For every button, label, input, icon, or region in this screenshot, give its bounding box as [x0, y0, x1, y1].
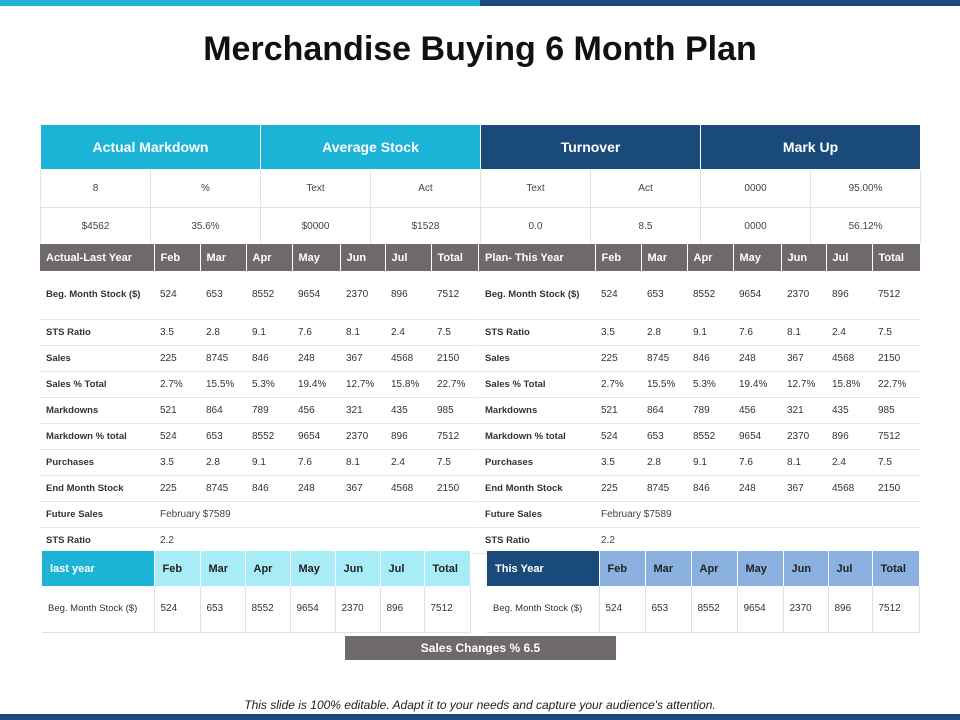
table-cell: 9654 — [292, 271, 340, 319]
table-cell: 864 — [641, 397, 687, 423]
table-cell: 896 — [828, 586, 872, 632]
table-cell: 9654 — [733, 271, 781, 319]
table-cell: 7.6 — [292, 449, 340, 475]
table-cell: 7512 — [424, 586, 470, 632]
table-row — [479, 371, 920, 397]
month-header: May — [292, 244, 340, 271]
row-label: Beg. Month Stock ($) — [40, 271, 154, 319]
table-cell: 2.8 — [200, 319, 246, 345]
table-cell: 22.7% — [872, 371, 920, 397]
top-accent-bar-cyan — [0, 0, 480, 6]
table-row — [479, 423, 920, 449]
table-header-row — [40, 244, 478, 271]
table-cell: 521 — [154, 397, 200, 423]
table-row — [479, 397, 920, 423]
row-label: Beg. Month Stock ($) — [479, 271, 595, 319]
month-header: May — [737, 551, 783, 586]
table-cell: 248 — [733, 475, 781, 501]
table-cell: 9654 — [733, 423, 781, 449]
table-cell: 7512 — [431, 423, 478, 449]
row-label: STS Ratio — [40, 527, 154, 553]
table-cell: 864 — [200, 397, 246, 423]
table-cell: 789 — [246, 397, 292, 423]
table-cell: 524 — [595, 423, 641, 449]
table-cell: 3.5 — [595, 319, 641, 345]
month-header: Apr — [245, 551, 290, 586]
table-cell: 7512 — [872, 423, 920, 449]
row-label: Sales — [479, 345, 595, 371]
table-cell: 8552 — [246, 423, 292, 449]
month-header: Apr — [687, 244, 733, 271]
month-header: Jun — [783, 551, 828, 586]
row-label: STS Ratio — [479, 527, 595, 553]
table-cell: 9654 — [290, 586, 335, 632]
table-cell: 524 — [154, 423, 200, 449]
row-label: Future Sales — [479, 501, 595, 527]
table-cell: 524 — [154, 271, 200, 319]
month-header: Mar — [645, 551, 691, 586]
summary-table — [40, 124, 921, 246]
row-label: Beg. Month Stock ($) — [487, 586, 599, 632]
month-header: Feb — [154, 551, 200, 586]
table-cell: 8745 — [200, 475, 246, 501]
summary-header-row — [41, 125, 921, 170]
month-header: Jun — [335, 551, 380, 586]
table-title-cell: Actual-Last Year — [40, 244, 154, 271]
table-cell: 7.6 — [733, 449, 781, 475]
table-row — [40, 449, 478, 475]
table-cell: 985 — [872, 397, 920, 423]
table-row — [487, 586, 919, 632]
month-header: Total — [872, 551, 919, 586]
table-cell: 7.5 — [431, 319, 478, 345]
table-cell: 2370 — [781, 271, 826, 319]
last-year-table — [42, 551, 471, 633]
table-row — [479, 345, 920, 371]
table-cell: 846 — [687, 475, 733, 501]
table-cell: 2370 — [783, 586, 828, 632]
table-cell: 9654 — [292, 423, 340, 449]
table-cell: 2370 — [781, 423, 826, 449]
table-cell: 2370 — [340, 271, 385, 319]
row-label: Markdowns — [479, 397, 595, 423]
row-label: Markdown % total — [479, 423, 595, 449]
month-header: May — [290, 551, 335, 586]
table-cell: 9.1 — [246, 449, 292, 475]
this-year-table — [487, 551, 920, 633]
page-title: Merchandise Buying 6 Month Plan — [203, 30, 757, 68]
header-actual-markdown: Actual Markdown — [41, 125, 261, 170]
table-cell: 846 — [687, 345, 733, 371]
summary-cell: 0.0 — [481, 208, 591, 246]
sales-changes-banner: Sales Changes % 6.5 — [345, 636, 616, 660]
table-cell: 7512 — [872, 271, 920, 319]
table-cell: 7.5 — [872, 319, 920, 345]
table-row — [40, 397, 478, 423]
table-header-row — [42, 551, 470, 586]
table-cell: 985 — [431, 397, 478, 423]
summary-cell: $1528 — [371, 208, 481, 246]
table-cell: 653 — [200, 271, 246, 319]
table-cell: 4568 — [385, 475, 431, 501]
table-cell: 2150 — [431, 475, 478, 501]
month-header: Feb — [595, 244, 641, 271]
table-cell: 8552 — [246, 271, 292, 319]
table-cell: 9.1 — [687, 449, 733, 475]
table-row — [42, 586, 470, 632]
table-cell: 8552 — [687, 271, 733, 319]
table-cell: 896 — [826, 271, 872, 319]
table-cell: 7.6 — [733, 319, 781, 345]
summary-cell: Act — [371, 170, 481, 208]
table-cell: 435 — [385, 397, 431, 423]
table-cell: 524 — [154, 586, 200, 632]
header-average-stock: Average Stock — [261, 125, 481, 170]
month-header: May — [733, 244, 781, 271]
future-sales-value: February $7589 — [595, 501, 920, 527]
table-row — [40, 475, 478, 501]
table-cell: 321 — [781, 397, 826, 423]
table-cell: 5.3% — [687, 371, 733, 397]
summary-row-2 — [41, 208, 921, 246]
row-label: Markdowns — [40, 397, 154, 423]
month-header: Total — [872, 244, 920, 271]
table-row — [40, 423, 478, 449]
table-cell: 2.4 — [385, 319, 431, 345]
table-cell: 7.5 — [431, 449, 478, 475]
table-cell: 2.4 — [826, 319, 872, 345]
summary-cell: 8.5 — [591, 208, 701, 246]
table-cell: 22.7% — [431, 371, 478, 397]
table-cell: 321 — [340, 397, 385, 423]
summary-row-1 — [41, 170, 921, 208]
table-row — [40, 319, 478, 345]
row-label: Sales % Total — [40, 371, 154, 397]
table-cell: 2.8 — [200, 449, 246, 475]
table-cell: 524 — [595, 271, 641, 319]
table-cell: 896 — [380, 586, 424, 632]
row-label: End Month Stock — [479, 475, 595, 501]
table-cell: 225 — [154, 345, 200, 371]
sts-ratio-row — [40, 527, 478, 553]
table-cell: 15.8% — [385, 371, 431, 397]
row-label: Future Sales — [40, 501, 154, 527]
table-cell: 7.6 — [292, 319, 340, 345]
row-label: Markdown % total — [40, 423, 154, 449]
summary-cell: Text — [481, 170, 591, 208]
table-row — [40, 271, 478, 319]
month-header: Feb — [599, 551, 645, 586]
table-cell: 19.4% — [292, 371, 340, 397]
table-cell: 367 — [781, 475, 826, 501]
month-header: Jul — [385, 244, 431, 271]
table-cell: 896 — [385, 423, 431, 449]
summary-cell: 56.12% — [811, 208, 921, 246]
table-cell: 846 — [246, 345, 292, 371]
table-cell: 653 — [200, 586, 245, 632]
row-label: STS Ratio — [40, 319, 154, 345]
table-cell: 4568 — [826, 475, 872, 501]
summary-cell: Text — [261, 170, 371, 208]
table-cell: 2150 — [872, 475, 920, 501]
table-cell: 9.1 — [687, 319, 733, 345]
table-cell: 8.1 — [781, 449, 826, 475]
table-cell: 2370 — [340, 423, 385, 449]
row-label: Beg. Month Stock ($) — [42, 586, 154, 632]
table-cell: 653 — [645, 586, 691, 632]
plan-this-year-table — [479, 244, 921, 554]
month-header: Feb — [154, 244, 200, 271]
table-cell: 225 — [154, 475, 200, 501]
summary-cell: 8 — [41, 170, 151, 208]
summary-cell: $4562 — [41, 208, 151, 246]
table-cell: 7512 — [431, 271, 478, 319]
header-turnover: Turnover — [481, 125, 701, 170]
table-header-row — [479, 244, 920, 271]
month-header: Apr — [691, 551, 737, 586]
table-cell: 2.8 — [641, 449, 687, 475]
summary-cell: Act — [591, 170, 701, 208]
sts-ratio-value: 2.2 — [154, 527, 478, 553]
table-cell: 2.4 — [826, 449, 872, 475]
table-cell: 435 — [826, 397, 872, 423]
table-cell: 2370 — [335, 586, 380, 632]
row-label: End Month Stock — [40, 475, 154, 501]
table-cell: 8745 — [200, 345, 246, 371]
table-cell: 225 — [595, 475, 641, 501]
table-cell: 456 — [292, 397, 340, 423]
table-cell: 8745 — [641, 475, 687, 501]
table-cell: 2150 — [431, 345, 478, 371]
summary-cell: 0000 — [701, 208, 811, 246]
table-cell: 896 — [385, 271, 431, 319]
table-row — [479, 449, 920, 475]
month-header: Jul — [380, 551, 424, 586]
table-cell: 8745 — [641, 345, 687, 371]
header-mark-up: Mark Up — [701, 125, 921, 170]
table-cell: 8552 — [691, 586, 737, 632]
table-cell: 12.7% — [781, 371, 826, 397]
table-cell: 19.4% — [733, 371, 781, 397]
month-header: Jun — [781, 244, 826, 271]
row-label: Purchases — [479, 449, 595, 475]
table-cell: 4568 — [826, 345, 872, 371]
month-header: Jun — [340, 244, 385, 271]
table-cell: 8.1 — [781, 319, 826, 345]
table-cell: 9.1 — [246, 319, 292, 345]
table-cell: 367 — [340, 475, 385, 501]
table-cell: 8552 — [687, 423, 733, 449]
table-row — [40, 371, 478, 397]
future-sales-row — [479, 501, 920, 527]
table-cell: 524 — [599, 586, 645, 632]
table-cell: 896 — [826, 423, 872, 449]
table-cell: 8.1 — [340, 449, 385, 475]
table-cell: 248 — [733, 345, 781, 371]
table-cell: 367 — [340, 345, 385, 371]
row-label: Sales — [40, 345, 154, 371]
table-cell: 4568 — [385, 345, 431, 371]
table-title-cell: last year — [42, 551, 154, 586]
sts-ratio-value: 2.2 — [595, 527, 920, 553]
table-cell: 653 — [641, 271, 687, 319]
table-header-row — [487, 551, 919, 586]
table-row — [479, 475, 920, 501]
summary-cell: 95.00% — [811, 170, 921, 208]
future-sales-value: February $7589 — [154, 501, 478, 527]
table-cell: 3.5 — [154, 449, 200, 475]
table-cell: 8.1 — [340, 319, 385, 345]
table-title-cell: This Year — [487, 551, 599, 586]
table-cell: 3.5 — [595, 449, 641, 475]
month-header: Jul — [828, 551, 872, 586]
table-cell: 248 — [292, 475, 340, 501]
table-cell: 2.7% — [154, 371, 200, 397]
table-cell: 789 — [687, 397, 733, 423]
month-header: Total — [424, 551, 470, 586]
table-cell: 9654 — [737, 586, 783, 632]
table-cell: 5.3% — [246, 371, 292, 397]
table-title-cell: Plan- This Year — [479, 244, 595, 271]
month-header: Mar — [200, 551, 245, 586]
table-cell: 2.4 — [385, 449, 431, 475]
table-cell: 15.8% — [826, 371, 872, 397]
table-cell: 521 — [595, 397, 641, 423]
table-cell: 367 — [781, 345, 826, 371]
actual-last-year-table — [40, 244, 479, 554]
table-cell: 456 — [733, 397, 781, 423]
table-cell: 225 — [595, 345, 641, 371]
table-row — [479, 271, 920, 319]
table-cell: 8552 — [245, 586, 290, 632]
month-header: Apr — [246, 244, 292, 271]
summary-cell: 0000 — [701, 170, 811, 208]
table-row — [40, 345, 478, 371]
summary-cell: 35.6% — [151, 208, 261, 246]
month-header: Total — [431, 244, 478, 271]
table-cell: 15.5% — [200, 371, 246, 397]
top-accent-bar-navy — [480, 0, 960, 6]
table-cell: 2150 — [872, 345, 920, 371]
summary-cell: $0000 — [261, 208, 371, 246]
table-row — [479, 319, 920, 345]
table-cell: 12.7% — [340, 371, 385, 397]
table-cell: 15.5% — [641, 371, 687, 397]
table-cell: 7512 — [872, 586, 919, 632]
month-header: Mar — [200, 244, 246, 271]
month-header: Mar — [641, 244, 687, 271]
footer-note: This slide is 100% editable. Adapt it to your needs and capture your audience's attention. — [244, 698, 716, 712]
table-cell: 2.8 — [641, 319, 687, 345]
table-cell: 3.5 — [154, 319, 200, 345]
table-cell: 653 — [200, 423, 246, 449]
summary-cell: % — [151, 170, 261, 208]
month-header: Jul — [826, 244, 872, 271]
sts-ratio-row — [479, 527, 920, 553]
row-label: Purchases — [40, 449, 154, 475]
row-label: Sales % Total — [479, 371, 595, 397]
table-cell: 653 — [641, 423, 687, 449]
table-cell: 846 — [246, 475, 292, 501]
table-cell: 7.5 — [872, 449, 920, 475]
bottom-accent-bar — [0, 714, 960, 720]
future-sales-row — [40, 501, 478, 527]
row-label: STS Ratio — [479, 319, 595, 345]
table-cell: 2.7% — [595, 371, 641, 397]
table-cell: 248 — [292, 345, 340, 371]
